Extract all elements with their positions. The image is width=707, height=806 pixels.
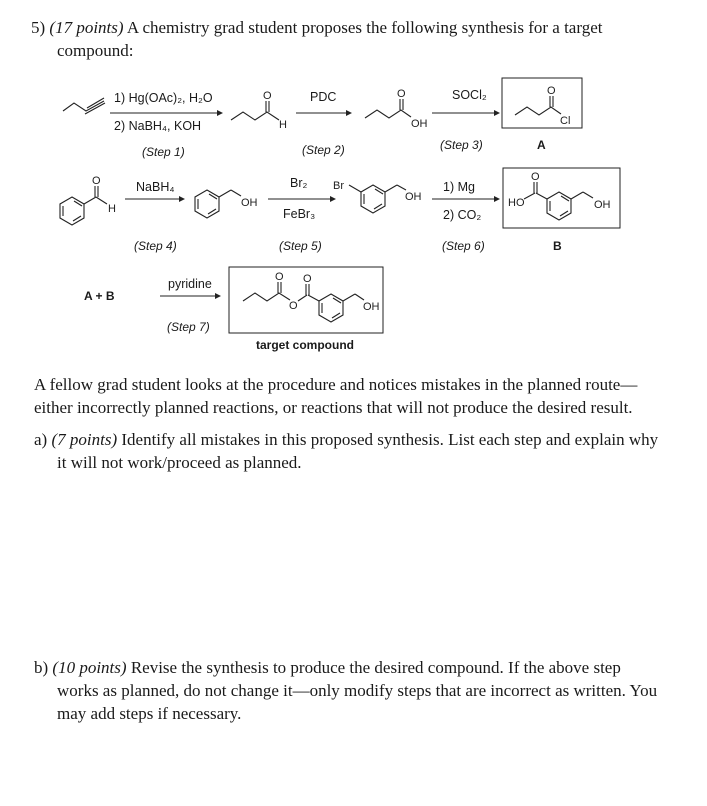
step4-label: (Step 4) <box>134 239 177 253</box>
question-prompt-line1: A chemistry grad student proposes the following synthesis for a target <box>126 18 603 37</box>
svg-text:OH: OH <box>405 191 422 203</box>
step2-label: (Step 2) <box>302 143 345 157</box>
svg-text:O: O <box>303 273 312 285</box>
part-b-line1 <box>34 656 621 679</box>
synthesis-scheme <box>0 0 707 370</box>
target-compound-structure <box>243 271 380 322</box>
butanal-structure <box>231 90 287 131</box>
svg-text:Cl: Cl <box>560 115 571 127</box>
hydroxymethylbenzoic-acid-structure <box>508 171 611 220</box>
atom-o: O <box>263 90 272 102</box>
part-b-text-line3: may add steps if necessary. <box>57 704 242 723</box>
butanoyl-chloride-structure <box>515 85 570 127</box>
step5-reagent2: FeBr₃ <box>283 207 316 221</box>
step1-reagent2: 2) NaBH₄, KOH <box>114 119 202 133</box>
svg-text:HO: HO <box>508 197 525 209</box>
bromobenzyl-alcohol-structure <box>333 180 422 213</box>
step1-label: (Step 1) <box>142 145 185 159</box>
step6-reagent2: 2) CO₂ <box>443 208 482 222</box>
step7-reagent: pyridine <box>168 277 212 291</box>
part-b-text-line2: works as planned, do not change it—only modify steps that are incorrect as written. You <box>57 681 658 700</box>
question-number: 5) <box>31 18 46 37</box>
svg-text:O: O <box>397 88 406 100</box>
atom-h: H <box>279 119 287 131</box>
step6-label: (Step 6) <box>442 239 485 253</box>
svg-text:H: H <box>108 203 116 215</box>
part-b-label: b) <box>34 658 49 677</box>
svg-text:OH: OH <box>411 118 428 130</box>
target-compound-label: target compound <box>256 338 354 352</box>
question-prompt-line2: compound: <box>57 41 134 60</box>
svg-text:O: O <box>531 171 540 183</box>
product-a-label: A <box>537 138 546 152</box>
part-a-text-line1: Identify all mistakes in this proposed synthesis. List each step and explain why <box>121 430 659 449</box>
svg-text:O: O <box>547 85 556 97</box>
part-b-points: (10 points) <box>52 658 127 677</box>
part-a-points: (7 points) <box>51 430 118 449</box>
question-points: (17 points) <box>49 18 124 37</box>
svg-text:OH: OH <box>363 301 380 313</box>
butanoic-acid-structure <box>365 88 428 130</box>
svg-text:Br: Br <box>333 180 344 192</box>
svg-text:O: O <box>92 175 101 187</box>
step4-reagent: NaBH₄ <box>136 180 175 194</box>
benzaldehyde-structure <box>60 175 116 225</box>
product-b-label: B <box>553 239 562 253</box>
part-a-text-line2: it will not work/proceed as planned. <box>57 453 302 472</box>
intro-line1: A fellow grad student looks at the procedure and notices mistakes in the planned route— <box>34 375 638 394</box>
step3-reagent: SOCl₂ <box>452 88 487 102</box>
svg-text:OH: OH <box>241 197 258 209</box>
part-a-line1 <box>34 428 658 451</box>
step6-reagent1: 1) Mg <box>443 180 475 194</box>
butyne-structure <box>63 98 105 114</box>
step7-label: (Step 7) <box>167 320 210 334</box>
step2-reagent: PDC <box>310 90 337 104</box>
benzyl-alcohol-structure <box>195 190 258 218</box>
svg-text:O: O <box>275 271 284 283</box>
step7-reactants: A + B <box>84 289 115 303</box>
step3-label: (Step 3) <box>440 138 483 152</box>
part-a-label: a) <box>34 430 48 449</box>
step5-reagent1: Br₂ <box>290 176 308 190</box>
intro-line2: either incorrectly planned reactions, or reactions that will not produce the desired result. <box>34 398 633 417</box>
step5-label: (Step 5) <box>279 239 322 253</box>
svg-text:O: O <box>289 300 298 312</box>
part-b-text-line1: Revise the synthesis to produce the desired compound. If the above step <box>130 658 621 677</box>
svg-text:OH: OH <box>594 199 611 211</box>
step1-reagent1: 1) Hg(OAc)₂, H₂O <box>114 91 213 105</box>
